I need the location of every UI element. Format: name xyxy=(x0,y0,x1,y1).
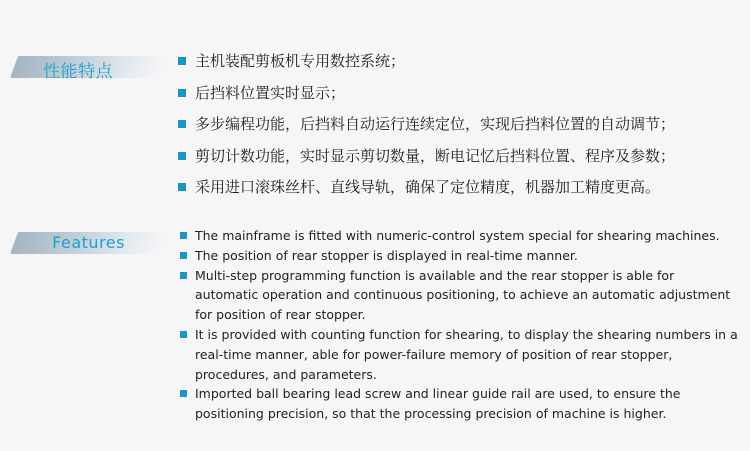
square-bullet-icon xyxy=(178,120,186,128)
list-item xyxy=(180,266,738,325)
list-item-text: 采用进口滚珠丝杆、直线导轨，确保了定位精度，机器加工精度更高。 xyxy=(195,178,661,196)
list-item xyxy=(180,226,738,246)
square-bullet-icon xyxy=(178,183,186,191)
square-bullet-icon xyxy=(180,331,187,338)
list-item xyxy=(178,113,743,145)
square-bullet-icon xyxy=(178,152,186,160)
list-item-text: 剪切计数功能，实时显示剪切数量，断电记忆后挡料位置、程序及参数； xyxy=(195,146,676,165)
square-bullet-icon xyxy=(178,89,186,97)
list-item-text: 多步编程功能，后挡料自动运行连续定位，实现后挡料位置的自动调节； xyxy=(195,115,676,133)
square-bullet-icon xyxy=(180,232,187,239)
list-item-text: Imported ball bearing lead screw and linear guide rail are used, to ensure the positioning precision, so that the processing precision of machine is higher. xyxy=(195,386,681,422)
list-item xyxy=(178,145,743,177)
list-item-text: 后挡料位置实时显示； xyxy=(195,83,346,102)
features-list-zh xyxy=(178,50,743,208)
list-item xyxy=(180,325,738,384)
square-bullet-icon xyxy=(180,390,187,397)
square-bullet-icon xyxy=(180,272,187,279)
features-list-en xyxy=(180,226,738,424)
list-item-text: It is provided with counting function for shearing, to display the shearing numbers in a real-time manner, able for power-failure memory of position of rear stopper, procedures, and parameters. xyxy=(195,326,738,382)
list-item xyxy=(178,50,743,82)
section-title-en: Features xyxy=(52,233,125,252)
list-item xyxy=(180,246,738,266)
list-item-text: 主机装配剪板机专用数控系统； xyxy=(195,52,406,70)
list-item xyxy=(178,176,743,208)
section-title-zh: 性能特点 xyxy=(43,62,114,82)
list-item-text: Multi-step programming function is available and the rear stopper is able for automatic operation and continuous positioning, to achieve an automatic adjustment for position of rear stopper. xyxy=(195,267,731,323)
list-item-text: The mainframe is fitted with numeric-control system special for shearing machines. xyxy=(195,228,720,243)
list-item xyxy=(180,384,738,424)
square-bullet-icon xyxy=(178,57,186,65)
list-item xyxy=(178,82,743,114)
section-label-features xyxy=(10,232,168,254)
section-label-performance xyxy=(10,56,168,82)
list-item-text: The position of rear stopper is displayed in real-time manner. xyxy=(195,247,578,263)
square-bullet-icon xyxy=(180,252,187,259)
